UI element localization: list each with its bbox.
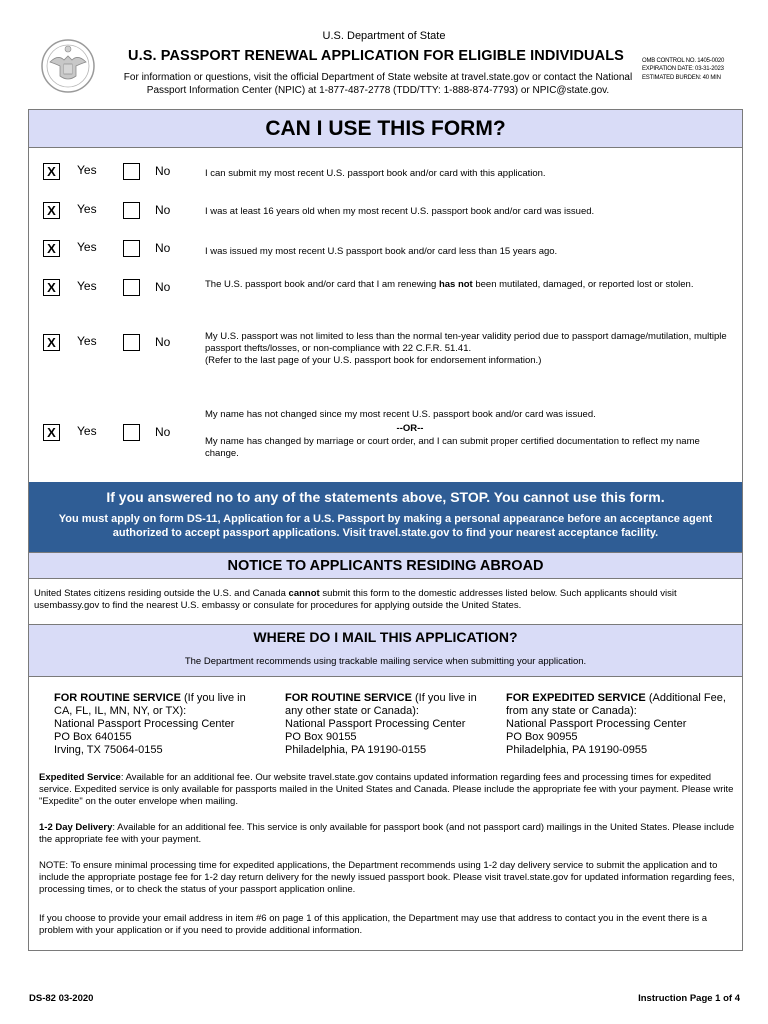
yes-label: Yes bbox=[77, 279, 97, 293]
no-label: No bbox=[155, 425, 171, 439]
mail-section-header bbox=[29, 624, 742, 677]
no-label: No bbox=[155, 335, 171, 349]
no-label: No bbox=[155, 280, 171, 294]
omb-estimated-burden: ESTIMATED BURDEN: 40 MIN bbox=[642, 74, 721, 81]
delivery-paragraph bbox=[39, 822, 736, 846]
question-text-alternative: My name has changed by marriage or court order, and I can submit proper certified documentation to reflect my name change. bbox=[205, 436, 700, 459]
state-department-seal-icon bbox=[40, 38, 96, 94]
question-text-emphasis: has not bbox=[438, 279, 473, 290]
yes-checkbox[interactable]: X bbox=[43, 240, 60, 257]
yes-label: Yes bbox=[77, 334, 97, 348]
paragraph-label: 1-2 Day Delivery bbox=[39, 822, 113, 833]
mailing-address-expedited bbox=[506, 692, 741, 757]
mail-section-title: WHERE DO I MAIL THIS APPLICATION? bbox=[253, 629, 518, 645]
no-label: No bbox=[155, 164, 171, 178]
contact-info bbox=[118, 71, 638, 97]
no-checkbox[interactable] bbox=[123, 202, 140, 219]
address-line: National Passport Processing Center bbox=[285, 718, 466, 730]
address-condition: (Additional Fee, from any state or Canada): bbox=[506, 692, 726, 717]
question-text bbox=[205, 331, 735, 367]
no-checkbox[interactable] bbox=[123, 240, 140, 257]
address-line: National Passport Processing Center bbox=[54, 718, 235, 730]
yes-checkbox[interactable]: X bbox=[43, 424, 60, 441]
mail-section-subtitle: The Department recommends using trackable mailing service when submitting your application. bbox=[184, 656, 587, 667]
notice-text-part: United States citizens residing outside the U.S. and Canada bbox=[34, 588, 289, 599]
form-title: U.S. PASSPORT RENEWAL APPLICATION FOR ELIGIBLE INDIVIDUALS bbox=[128, 48, 624, 64]
question-row bbox=[29, 240, 742, 260]
omb-control-info bbox=[642, 57, 724, 82]
yes-label: Yes bbox=[77, 163, 97, 177]
yes-label: Yes bbox=[77, 240, 97, 254]
question-row bbox=[29, 202, 742, 222]
question-text bbox=[205, 409, 735, 460]
address-line: Irving, TX 75064-0155 bbox=[54, 744, 163, 756]
notice-text-part: submit this form to the domestic addresses listed below. Such applicants should visit usembassy.gov to find the nearest U.S. embassy or consulate for procedures for applying outside the United States. bbox=[34, 588, 677, 611]
form-id: DS-82 03-2020 bbox=[29, 993, 94, 1004]
address-line: PO Box 90155 bbox=[285, 731, 357, 743]
or-divider: --OR-- bbox=[396, 423, 424, 434]
address-line: National Passport Processing Center bbox=[506, 718, 687, 730]
contact-info-line: Passport Information Center (NPIC) at 1-877-487-2778 (TDD/TTY: 1-888-874-7793) or NPIC@state.gov. bbox=[146, 85, 610, 96]
question-text-main: My U.S. passport was not limited to less than the normal ten-year validity period due to passport damage/mutilation, multiple passport thefts/losses, or non-compliance with 22 C.F.R. 51.41. bbox=[205, 331, 727, 354]
no-checkbox[interactable] bbox=[123, 279, 140, 296]
question-text-part: The U.S. passport book and/or card that I am renewing bbox=[205, 279, 439, 290]
form-frame bbox=[28, 109, 743, 951]
question-row bbox=[29, 409, 742, 459]
question-text: I was at least 16 years old when my most recent U.S. passport book and/or card was issued. bbox=[205, 206, 595, 217]
question-row bbox=[29, 163, 742, 183]
yes-label: Yes bbox=[77, 202, 97, 216]
address-heading: FOR ROUTINE SERVICE bbox=[285, 692, 412, 704]
paragraph-text: : Available for an additional fee. Our website travel.state.gov contains updated information regarding fees and processing times for expedited service. Expedited service is only available for passports mailed in the United States and Canada. Please include the appropriate fee with your payment. Please write "Expedite" on the outer envelope when mailing. bbox=[39, 772, 734, 807]
stop-warning-title: If you answered no to any of the statements above, STOP. You cannot use this form. bbox=[106, 489, 665, 505]
yes-checkbox[interactable]: X bbox=[43, 334, 60, 351]
contact-info-line: For information or questions, visit the official Department of State website at travel.state.gov or contact the National bbox=[123, 72, 633, 83]
address-line: Philadelphia, PA 19190-0155 bbox=[285, 744, 427, 756]
page-number: Instruction Page 1 of 4 bbox=[638, 993, 740, 1004]
page-header bbox=[0, 26, 768, 106]
address-heading: FOR ROUTINE SERVICE bbox=[54, 692, 181, 704]
note-paragraph: NOTE: To ensure minimal processing time for expedited applications, the Department recommends using 1-2 day delivery service to submit the application and to include the appropriate postage fee for 1-2 day return delivery for the newly issued passport book. Please visit travel.state.gov for updated information regarding fees, processing times, or to check the status of your passport application online. bbox=[39, 860, 735, 895]
address-line: PO Box 90955 bbox=[506, 731, 578, 743]
section-title: CAN I USE THIS FORM? bbox=[29, 110, 742, 148]
no-label: No bbox=[155, 241, 171, 255]
address-line: PO Box 640155 bbox=[54, 731, 132, 743]
email-paragraph: If you choose to provide your email address in item #6 on page 1 of this application, the Department may use that address to contact you in the event there is a problem with your application or if you need to provide additional information. bbox=[39, 913, 708, 936]
yes-label: Yes bbox=[77, 424, 97, 438]
question-text-note: (Refer to the last page of your U.S. passport book for endorsement information.) bbox=[205, 355, 542, 366]
question-row bbox=[29, 279, 742, 299]
stop-warning-text: You must apply on form DS-11, Application for a U.S. Passport by making a personal appearance before an acceptance agent authorized to accept passport applications. Visit travel.state.gov to find your nearest acceptance facility. bbox=[58, 513, 713, 539]
question-row bbox=[29, 331, 742, 366]
stop-warning-box bbox=[29, 482, 742, 552]
paragraph-text: : Available for an additional fee. This service is only available for passport book (and not passport card) mailings in the United States. Please include the appropriate fee with your payment. bbox=[39, 822, 735, 845]
notice-title: NOTICE TO APPLICANTS RESIDING ABROAD bbox=[29, 552, 742, 579]
no-label: No bbox=[155, 203, 171, 217]
question-text: I was issued my most recent U.S passport book and/or card less than 15 years ago. bbox=[205, 246, 558, 257]
paragraph-label: Expedited Service bbox=[39, 772, 121, 783]
mailing-address-routine-2 bbox=[285, 692, 485, 757]
yes-checkbox[interactable]: X bbox=[43, 202, 60, 219]
omb-control-number: OMB CONTROL NO. 1405-0020 bbox=[642, 58, 725, 64]
no-checkbox[interactable] bbox=[123, 163, 140, 180]
no-checkbox[interactable] bbox=[123, 424, 140, 441]
notice-text bbox=[34, 588, 734, 612]
yes-checkbox[interactable]: X bbox=[43, 279, 60, 296]
yes-checkbox[interactable]: X bbox=[43, 163, 60, 180]
no-checkbox[interactable] bbox=[123, 334, 140, 351]
notice-text-emphasis: cannot bbox=[288, 588, 320, 599]
expedited-service-paragraph bbox=[39, 772, 736, 808]
question-text-main: My name has not changed since my most recent U.S. passport book and/or card was issued. bbox=[205, 409, 596, 420]
address-condition: (If you live in CA, FL, IL, MN, NY, or TX): bbox=[54, 692, 246, 717]
address-line: Philadelphia, PA 19190-0955 bbox=[506, 744, 648, 756]
address-heading: FOR EXPEDITED SERVICE bbox=[506, 692, 646, 704]
mailing-address-routine-1 bbox=[54, 692, 259, 757]
department-name: U.S. Department of State bbox=[322, 30, 446, 42]
question-text: I can submit my most recent U.S. passport book and/or card with this application. bbox=[205, 168, 546, 179]
address-condition: (If you live in any other state or Canada): bbox=[285, 692, 477, 717]
question-text bbox=[205, 279, 735, 291]
question-text-part: been mutilated, damaged, or reported lost or stolen. bbox=[472, 279, 694, 290]
omb-expiration-date: EXPIRATION DATE: 03-31-2023 bbox=[642, 66, 724, 73]
